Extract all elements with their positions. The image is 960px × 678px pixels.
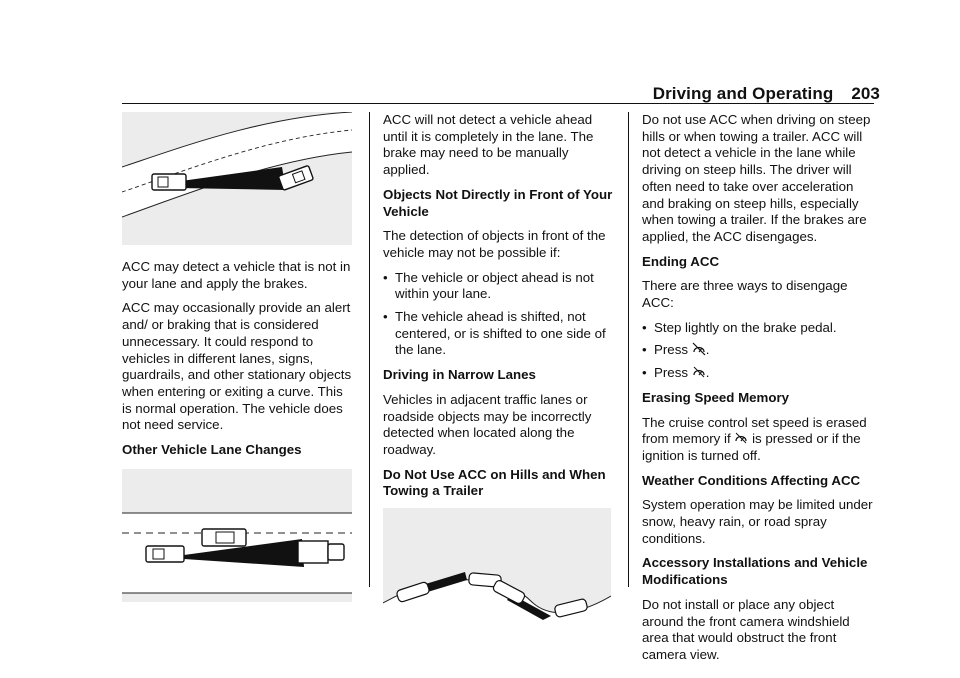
header-rule [122,103,874,104]
truck-icon [298,541,344,563]
list-item-text: Step lightly on the brake pedal. [654,319,837,335]
list-item [383,309,617,359]
subheading: Driving in Narrow Lanes [383,367,536,383]
bullet-icon: • [642,342,647,358]
paragraph: Do not install or place any object around the front camera windshield area that would obstruct the front camera view. [642,596,850,662]
punctuation: . [705,342,710,358]
column-3 [642,112,878,672]
page-number: 203 [851,84,880,103]
hill-illustration [383,508,611,638]
host-vehicle-icon [146,546,184,562]
list-item-text: Press [654,342,688,358]
bullet-list [383,270,617,360]
merging-vehicle-icon [202,529,246,546]
section-title: Driving and Operating [652,84,834,103]
list-item-text: The vehicle ahead is shifted, not centered, or is shifted to one side of the lane. [395,309,606,358]
subheading: Weather Conditions Affecting ACC [642,472,861,488]
subheading: Objects Not Directly in Front of Your Vehicle [383,186,613,219]
paragraph: The detection of objects in front of the vehicle may not be possible if: [383,228,606,260]
host-vehicle-icon [152,174,186,190]
paragraph: Vehicles in adjacent traffic lanes or roadside objects may be incorrectly detected when located along the roadway. [383,391,592,457]
paragraph: System operation may be limited under snow, heavy rain, or road spray conditions. [642,497,873,546]
subheading: Accessory Installations and Vehicle Modifications [642,555,868,588]
list-item-text: Press [654,365,688,381]
bullet-icon: • [642,319,647,335]
list-item [642,320,878,337]
cancel-cruise-icon [692,342,706,356]
paragraph: ACC may occasionally provide an alert and/ or braking that is considered unnecessary. It could respond to vehicles in different lanes, signs, guardrails, and other stationary objects when entering or exiting a curve. This is normal operation. The vehicle does not need service. [122,300,352,433]
list-item [642,365,878,382]
column-divider-1 [369,112,370,587]
subheading: Erasing Speed Memory [642,389,790,405]
running-header [653,84,880,104]
curve-road-illustration [122,112,352,245]
paragraph-text: The cruise control set speed is erased from memory if [642,414,867,447]
paragraph: ACC will not detect a vehicle ahead until it is completely in the lane. The brake may need to be manually applied. [383,112,594,178]
list-item-text: The vehicle or object ahead is not within your lane. [395,269,594,302]
bullet-icon: • [383,269,388,285]
column-1 [122,112,354,602]
punctuation: . [705,365,710,381]
subheading: Do Not Use ACC on Hills and When Towing a Trailer [383,466,606,499]
lane-change-illustration [122,469,352,602]
cruise-off-icon [692,365,706,379]
column-divider-2 [628,112,629,587]
bullet-icon: • [383,309,388,325]
bullet-list [642,320,878,382]
subheading: Ending ACC [642,253,720,269]
list-item [383,270,617,303]
paragraph: There are three ways to disengage ACC: [642,278,848,311]
bullet-icon: • [642,365,647,381]
paragraph-text: is pressed or if the ignition is turned off. [642,431,861,463]
paragraph: Do not use ACC when driving on steep hills or when towing a trailer. ACC will not detect a vehicle in the lane while driving on steep hills. The driver will often need to take over acceleration and braking on steep hills, especially when towing a trailer. If the brakes are applied, the ACC disengages. [642,112,871,244]
paragraph [642,415,878,465]
cruise-off-icon [734,431,748,445]
list-item [642,342,878,359]
paragraph: ACC may detect a vehicle that is not in your lane and apply the brakes. [122,259,351,291]
subheading: Other Vehicle Lane Changes [122,442,302,458]
column-2 [383,112,617,638]
